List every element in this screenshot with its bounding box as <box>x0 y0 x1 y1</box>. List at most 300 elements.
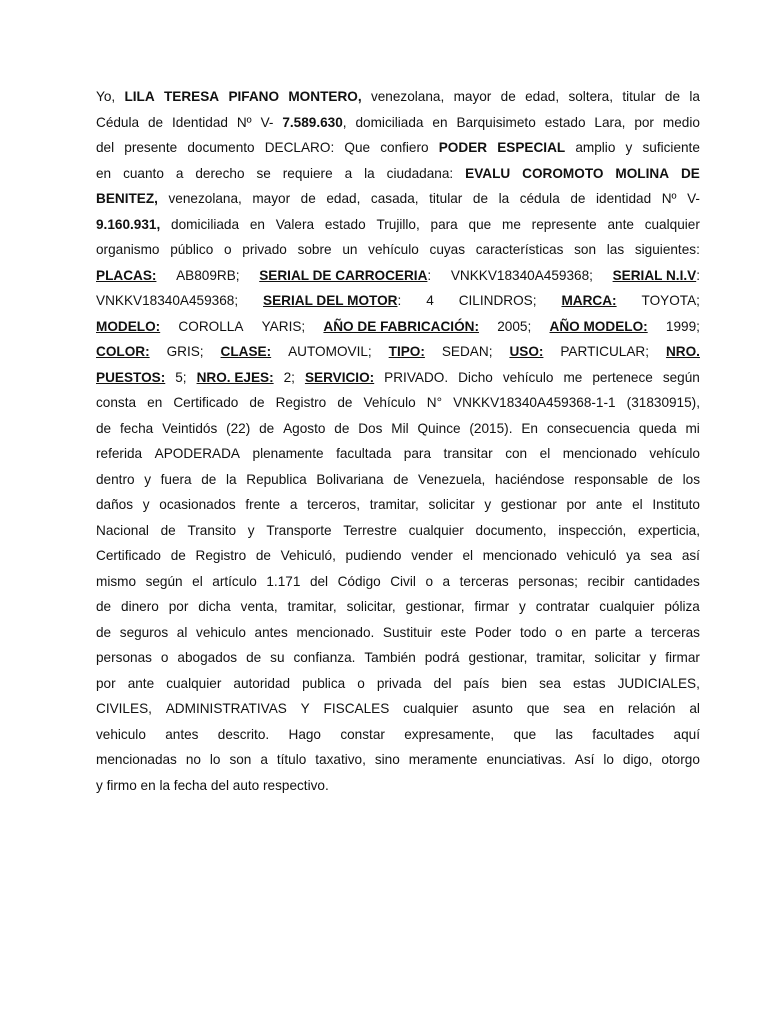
body-text: son <box>229 752 252 767</box>
emphasized-text: ESPECIAL <box>497 140 566 155</box>
body-text: privado <box>242 242 287 257</box>
emphasized-text: AÑO DE FABRICACIÓN: <box>323 318 479 334</box>
body-text: requiere <box>282 165 333 181</box>
body-text: a <box>442 573 451 589</box>
word-group <box>259 263 431 289</box>
word-group <box>256 543 271 569</box>
text-line <box>96 84 700 110</box>
body-text: o <box>357 675 365 691</box>
word-group <box>221 339 272 365</box>
word-group <box>377 671 422 697</box>
word-group <box>293 645 355 671</box>
text-line <box>96 416 700 442</box>
body-text: artículo <box>212 573 257 589</box>
word-group <box>96 747 177 773</box>
word-group <box>444 441 493 467</box>
body-text: mayor <box>453 89 492 104</box>
word-group <box>503 365 554 391</box>
body-text: CILINDROS; <box>458 293 537 308</box>
word-group <box>289 722 322 748</box>
body-text: gestionar, <box>468 650 528 665</box>
body-text: de <box>300 191 316 206</box>
word-group <box>96 314 160 340</box>
body-text: por <box>96 675 116 691</box>
emphasized-text: BENITEZ, <box>96 191 158 206</box>
body-text: la <box>498 191 510 206</box>
body-text: cualquier <box>644 216 700 232</box>
body-text: se <box>256 165 271 181</box>
word-group <box>550 314 648 340</box>
body-text: antes <box>254 624 288 640</box>
word-group <box>168 186 241 212</box>
body-text: personas; <box>518 573 578 589</box>
word-group <box>497 314 531 340</box>
word-group <box>376 212 419 238</box>
word-group <box>486 747 565 773</box>
word-group <box>96 569 136 595</box>
text-line <box>96 722 700 748</box>
body-text: Veintidós <box>162 420 218 436</box>
word-group <box>186 747 201 773</box>
body-text: su <box>270 650 285 665</box>
word-group <box>627 390 700 416</box>
word-group <box>649 441 700 467</box>
body-text: este <box>440 624 467 640</box>
body-text: y firmo en la fecha del auto respectivo. <box>96 777 329 793</box>
body-text: frente <box>245 497 281 512</box>
word-group <box>256 161 270 187</box>
word-group <box>334 416 349 442</box>
body-text: referida <box>96 446 143 461</box>
body-text: autoridad <box>233 675 291 691</box>
word-group <box>563 696 585 722</box>
word-group <box>443 569 451 595</box>
emphasized-text: USO: <box>509 344 544 359</box>
body-text: firmar <box>474 599 510 614</box>
word-group <box>276 390 327 416</box>
body-text: al <box>689 701 700 716</box>
word-group <box>418 467 485 493</box>
word-group <box>404 441 431 467</box>
word-group <box>454 84 492 110</box>
word-group <box>266 569 300 595</box>
body-text: documento <box>187 140 255 155</box>
body-text: : <box>696 267 700 283</box>
word-group <box>164 84 219 110</box>
word-group <box>383 620 432 646</box>
word-group <box>197 365 274 391</box>
body-text: según <box>145 573 183 589</box>
word-group <box>651 620 700 646</box>
word-group <box>96 237 159 263</box>
body-text: fuera <box>160 471 192 487</box>
word-group <box>96 288 238 314</box>
word-group <box>259 416 274 442</box>
word-group <box>411 543 453 569</box>
word-group <box>384 365 448 391</box>
body-text: Mil <box>391 420 409 436</box>
body-text: Registro <box>195 548 247 563</box>
emphasized-text: MARCA: <box>561 293 617 308</box>
word-group <box>370 492 419 518</box>
word-group <box>635 620 643 646</box>
body-text: la <box>226 471 237 487</box>
word-group <box>282 110 346 136</box>
word-group <box>340 722 385 748</box>
word-group <box>536 594 590 620</box>
body-text: vehiculó <box>566 548 617 563</box>
body-text: de <box>472 191 489 206</box>
body-text: Que <box>344 140 371 155</box>
word-group <box>664 594 700 620</box>
word-group <box>453 390 616 416</box>
word-group <box>626 543 640 569</box>
body-text: la <box>689 89 700 104</box>
word-group <box>462 543 473 569</box>
body-text: Instituto <box>652 497 700 512</box>
word-group <box>638 518 700 544</box>
body-text: queda <box>638 420 677 436</box>
text-line <box>96 288 700 314</box>
body-text: represente <box>531 216 597 232</box>
body-text: SEDAN; <box>441 344 493 359</box>
word-group <box>262 314 306 340</box>
word-group <box>355 110 423 136</box>
word-group <box>96 518 149 544</box>
body-text: ciudadana: <box>386 165 454 181</box>
body-text: expresamente, <box>404 726 495 742</box>
emphasized-text: MODELO: <box>96 318 161 334</box>
body-text: COROLLA <box>178 318 244 334</box>
word-group <box>501 492 557 518</box>
word-group <box>532 212 597 238</box>
word-group <box>570 186 585 212</box>
body-text: antes <box>165 726 199 742</box>
word-group <box>237 110 252 136</box>
word-group <box>265 135 335 161</box>
body-text: de <box>500 89 516 104</box>
word-group <box>650 543 672 569</box>
word-group <box>632 492 643 518</box>
word-group <box>283 416 325 442</box>
emphasized-text: COROMOTO <box>522 165 604 181</box>
body-text: a <box>260 752 268 767</box>
body-text: Código <box>337 573 381 589</box>
body-text: con <box>505 446 528 461</box>
body-text: 2005; <box>497 318 532 334</box>
word-group <box>468 645 527 671</box>
body-text: de <box>96 599 112 614</box>
body-text: vehículo <box>649 446 700 461</box>
emphasized-text: NRO. EJES: <box>196 369 274 385</box>
body-text: Republica <box>246 471 307 487</box>
body-text: por <box>566 497 587 512</box>
body-text: mi <box>685 420 700 436</box>
body-text: CIVILES, <box>96 701 152 716</box>
word-group <box>430 237 466 263</box>
emphasized-text: SERIAL DE CARROCERIA <box>259 267 428 283</box>
word-group <box>628 696 676 722</box>
body-text: cualquier <box>408 522 464 538</box>
word-group <box>509 339 543 365</box>
word-group <box>148 110 163 136</box>
body-text: documento, <box>475 522 547 538</box>
body-text: 1999; <box>665 318 700 334</box>
body-text: enunciativas. <box>486 752 566 767</box>
body-text: relación <box>627 701 676 716</box>
body-text: al <box>176 624 188 640</box>
body-text: de <box>664 89 681 104</box>
body-text: no <box>185 752 201 767</box>
word-group <box>607 212 633 238</box>
word-group <box>635 237 700 263</box>
body-text: en <box>96 165 112 181</box>
word-group <box>96 365 165 391</box>
word-group <box>96 186 158 212</box>
word-group <box>460 569 509 595</box>
body-text: terceras <box>650 624 700 640</box>
emphasized-text: PLACAS: <box>96 267 157 283</box>
body-text: N° <box>426 395 443 410</box>
emphasized-text: NRO. <box>665 344 700 359</box>
word-group <box>429 492 475 518</box>
word-group <box>187 135 254 161</box>
body-text: sea <box>650 548 673 563</box>
body-text: solicitar, <box>346 599 396 614</box>
body-text: de <box>246 650 262 665</box>
word-group <box>96 263 156 289</box>
body-text: pudiendo <box>345 548 402 563</box>
word-group <box>246 467 306 493</box>
word-group <box>540 441 551 467</box>
body-text: Trujillo, <box>376 216 420 232</box>
text-line <box>96 212 700 238</box>
word-group <box>403 696 458 722</box>
word-group <box>96 696 152 722</box>
text-line <box>96 186 700 212</box>
body-text: y <box>484 497 492 512</box>
word-group <box>296 620 374 646</box>
emphasized-text: EVALU <box>465 165 511 181</box>
text-line <box>96 467 700 493</box>
word-group <box>128 671 154 697</box>
body-text: Civil <box>390 573 416 589</box>
body-text: siguientes: <box>634 242 700 257</box>
word-group <box>645 212 700 238</box>
word-group <box>521 416 538 442</box>
body-text: un <box>342 242 358 257</box>
body-text: terceros, <box>307 497 360 512</box>
word-group <box>409 518 464 544</box>
word-group <box>324 696 390 722</box>
emphasized-text: MOLINA <box>615 165 670 181</box>
word-group <box>536 645 585 671</box>
body-text: vender <box>411 548 453 563</box>
word-group <box>451 263 593 289</box>
body-text: de <box>249 395 265 410</box>
word-group <box>663 365 700 391</box>
word-group <box>499 186 510 212</box>
body-text: que <box>513 726 537 742</box>
body-text: terceras <box>459 573 509 589</box>
emphasized-text: COLOR: <box>96 344 150 359</box>
word-group <box>417 416 460 442</box>
body-text: por <box>634 114 654 130</box>
body-text: , <box>342 114 347 130</box>
word-group <box>442 339 493 365</box>
word-group <box>358 416 382 442</box>
word-group <box>316 467 383 493</box>
word-group <box>161 645 169 671</box>
body-text: titular <box>622 89 656 104</box>
word-group <box>393 467 408 493</box>
word-group <box>390 569 416 595</box>
body-text: 2; <box>283 369 295 385</box>
word-group <box>575 135 615 161</box>
word-group <box>649 645 656 671</box>
body-text: Nacional <box>96 522 149 538</box>
body-text: vehículo <box>368 242 419 257</box>
word-group <box>427 390 442 416</box>
body-text: Nº <box>661 191 677 206</box>
word-group <box>519 594 526 620</box>
body-text: otorgo <box>661 752 700 767</box>
word-group <box>476 237 564 263</box>
word-group <box>96 161 111 187</box>
body-text: asunto <box>472 701 513 716</box>
word-group <box>563 441 637 467</box>
word-group <box>404 722 494 748</box>
word-group <box>371 186 419 212</box>
body-text: por <box>168 599 189 614</box>
word-group <box>594 645 640 671</box>
body-text: mencionado <box>562 446 637 461</box>
word-group <box>246 645 261 671</box>
text-line <box>96 747 700 773</box>
body-text: (31830915), <box>626 395 700 410</box>
body-text: público <box>170 242 214 257</box>
word-group <box>439 135 487 161</box>
body-text: las <box>555 726 573 742</box>
word-group <box>368 237 419 263</box>
word-group <box>681 161 700 187</box>
word-group <box>473 186 488 212</box>
word-group <box>96 339 150 365</box>
word-group <box>228 84 279 110</box>
body-text: digo, <box>622 752 653 767</box>
word-group <box>283 161 333 187</box>
body-text: PARTICULAR; <box>560 344 650 359</box>
body-text: de <box>570 191 586 206</box>
body-text: y <box>142 497 150 512</box>
text-line <box>96 365 700 391</box>
word-group <box>347 594 396 620</box>
word-group <box>343 518 397 544</box>
body-text: son <box>574 242 597 257</box>
emphasized-text: DE <box>680 165 700 181</box>
word-group <box>345 161 353 187</box>
body-text: TOYOTA; <box>641 293 700 308</box>
body-text: Barquisimeto <box>456 114 536 130</box>
body-text: cualquier <box>403 701 459 716</box>
body-text: solicitar <box>428 497 475 512</box>
body-text: soltera, <box>568 89 614 104</box>
body-text: mismo <box>96 573 137 589</box>
word-group <box>682 543 700 569</box>
word-group <box>391 416 408 442</box>
body-text: póliza <box>664 599 700 614</box>
body-text: seguros <box>119 624 169 640</box>
word-group <box>170 237 213 263</box>
word-group <box>658 467 673 493</box>
word-group <box>301 186 316 212</box>
word-group <box>96 416 111 442</box>
word-group <box>171 543 186 569</box>
body-text: de <box>147 114 164 130</box>
word-group <box>276 212 314 238</box>
body-text: personas <box>96 650 152 665</box>
body-text: contratar <box>535 599 590 614</box>
body-text: (2015). <box>469 420 513 436</box>
word-group <box>338 569 381 595</box>
word-group <box>661 747 700 773</box>
body-text: casada, <box>370 191 419 206</box>
word-group <box>634 569 700 595</box>
body-text: tramitar, <box>369 497 419 512</box>
word-group <box>364 645 415 671</box>
body-text: de <box>259 420 275 436</box>
word-group <box>165 722 198 748</box>
word-group <box>288 594 337 620</box>
word-group <box>406 594 465 620</box>
text-line <box>96 390 700 416</box>
word-group <box>431 212 458 238</box>
body-text: presente <box>124 140 178 155</box>
word-group <box>513 722 536 748</box>
body-text: venezolana, <box>370 89 445 104</box>
word-group <box>120 620 168 646</box>
word-group <box>595 620 626 646</box>
body-text: transitar <box>443 446 493 461</box>
body-text: ante <box>607 216 634 232</box>
body-text: sea <box>539 675 561 691</box>
body-text: suficiente <box>642 140 700 155</box>
body-text: de <box>160 522 176 538</box>
body-text: domiciliada <box>171 216 240 232</box>
body-text: a <box>289 497 298 512</box>
body-text: V- <box>260 114 274 130</box>
word-group <box>266 518 331 544</box>
word-group <box>689 84 700 110</box>
word-group <box>201 467 216 493</box>
body-text: solicitar <box>594 650 641 665</box>
word-group <box>476 518 547 544</box>
body-text: en <box>432 114 448 130</box>
word-group <box>464 671 490 697</box>
body-text: descrito. <box>217 726 270 742</box>
word-group <box>252 186 290 212</box>
word-group <box>662 186 677 212</box>
word-group <box>173 390 238 416</box>
word-group <box>375 747 400 773</box>
body-text: amplio <box>575 140 616 155</box>
text-line <box>96 441 700 467</box>
emphasized-text: 7.589.630 <box>282 114 343 130</box>
body-text: mencionado. <box>296 624 375 640</box>
body-text: recibir <box>587 573 625 589</box>
word-group <box>310 569 328 595</box>
body-text: mencionadas <box>96 752 177 767</box>
